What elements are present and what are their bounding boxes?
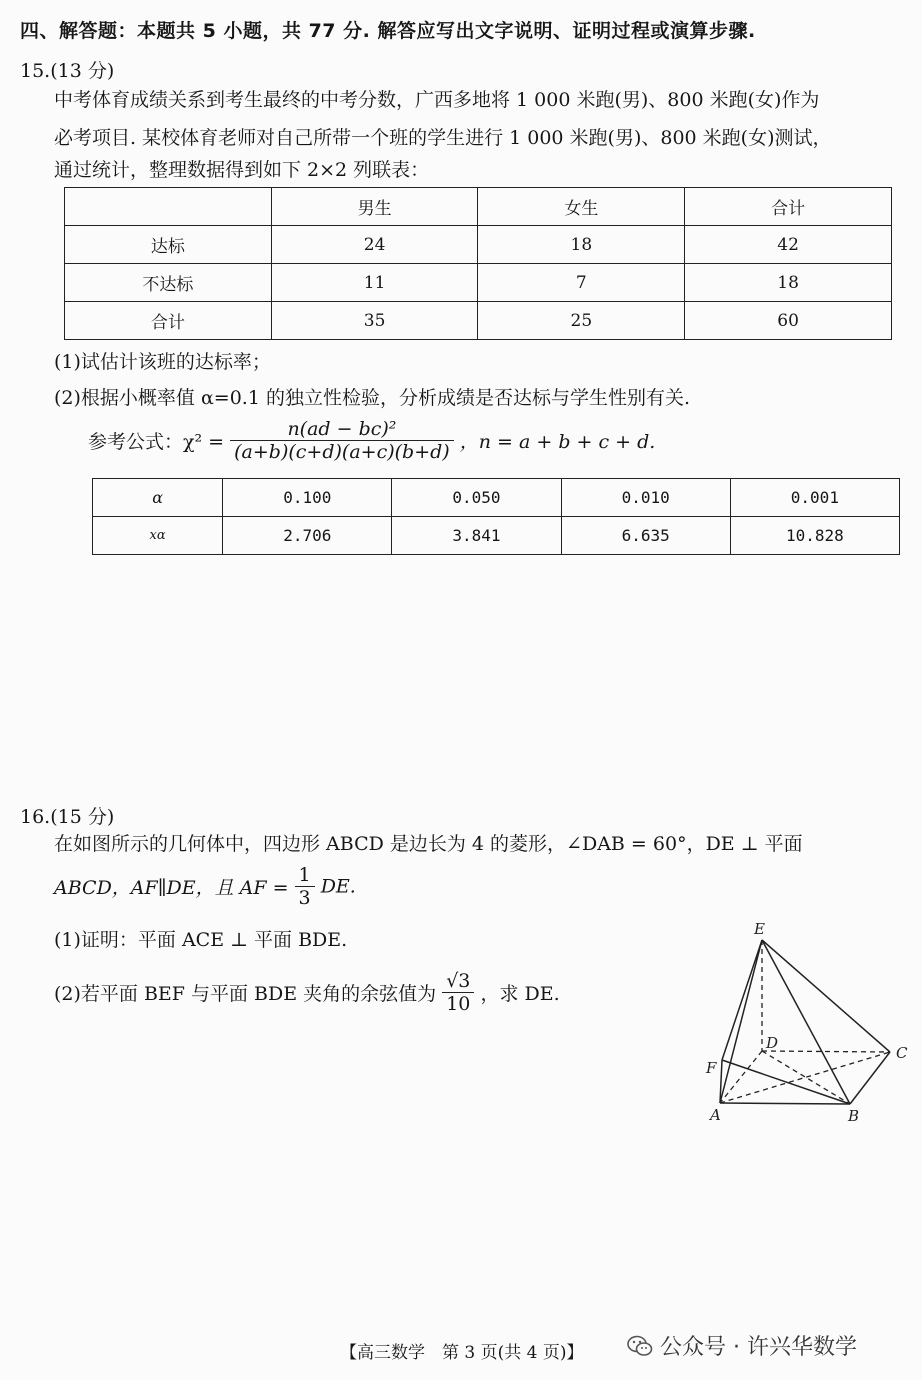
q15-sub2: (2)根据小概率值 α=0.1 的独立性检验，分析成绩是否达标与学生性别有关. [54,387,691,409]
edge-ab [720,1103,850,1104]
contingency-table [64,187,892,340]
table-header-row [65,188,892,226]
table-cell: 不达标 [65,264,272,302]
edge-fb [722,1060,850,1104]
table-cell: 6.635 [561,517,730,555]
table-cell: 合计 [685,188,892,226]
brand-text: 公众号 · 许兴华数学 [660,1335,857,1360]
table-cell: α [93,479,223,517]
table-cell: 男生 [271,188,478,226]
q15-line-2: 必考项目. 某校体育老师对自己所带一个班的学生进行 1 000 米跑(男)、800 米跑(女)测试， [54,127,832,149]
table-cell: 24 [271,226,478,264]
label-a: A [710,1106,721,1124]
q16-line-2 [54,864,356,909]
fraction-numerator: √3 [446,970,471,992]
table-row [65,302,892,340]
edge-eb [762,940,850,1104]
edge-ec [762,940,890,1052]
q16-number: 16.(15 分) [20,806,115,828]
table-cell: 35 [271,302,478,340]
table-cell: xα [93,517,223,555]
table-cell: 达标 [65,226,272,264]
q16-sub1: (1)证明：平面 ACE ⊥ 平面 BDE. [54,929,348,951]
table-cell: 42 [685,226,892,264]
table-row [65,264,892,302]
edge-dc [762,1051,890,1052]
q15-number: 15.(13 分) [20,60,115,82]
table-cell: 10.828 [730,517,899,555]
table-cell: 0.050 [392,479,561,517]
edge-bc [850,1052,890,1104]
table-row [93,517,900,555]
q15-line-1: 中考体育成绩关系到考生最终的中考分数，广西多地将 1 000 米跑(男)、800 米跑(女)作为 [54,89,820,111]
q16-sub2-a: (2)若平面 BEF 与平面 BDE 夹角的余弦值为 [54,983,437,1005]
table-cell: 18 [478,226,685,264]
table-cell: 0.001 [730,479,899,517]
table-cell: 60 [685,302,892,340]
table-cell: 2.706 [223,517,392,555]
label-b: B [848,1107,860,1125]
label-f: F [706,1059,717,1077]
fraction-one-third [295,864,315,909]
table-cell: 11 [271,264,478,302]
table-cell: 女生 [478,188,685,226]
label-c: C [896,1044,908,1062]
label-e: E [754,920,765,938]
table-cell: 18 [685,264,892,302]
q15-sub1: (1)试估计该班的达标率； [54,351,271,373]
formula-suffix: ，n = a + b + c + d. [459,431,656,453]
table-cell: 7 [478,264,685,302]
geometry-figure [690,918,915,1128]
formula-fraction [230,418,454,463]
table-cell: 0.100 [223,479,392,517]
q16-line-2-b: DE. [320,875,356,898]
edge-ac [720,1052,890,1103]
q16-sub2-b: ，求 DE. [480,983,560,1005]
page-footer: 【高三数学 第 3 页(共 4 页)】 [340,1343,584,1363]
formula-numerator: n(ad − bc)² [287,418,397,440]
critical-value-table [92,478,900,555]
q16-line-2-a: ABCD，AF∥DE，且 AF = [54,877,289,899]
section-header: 四、解答题：本题共 5 小题，共 77 分. 解答应写出文字说明、证明过程或演算步骤. [20,20,756,42]
wechat-icon [626,1332,654,1360]
table-cell: 25 [478,302,685,340]
table-cell: 合计 [65,302,272,340]
formula-prefix: 参考公式：χ² = [88,431,225,453]
table-row [65,226,892,264]
q16-line-1: 在如图所示的几何体中，四边形 ABCD 是边长为 4 的菱形，∠DAB = 60°，DE ⊥ 平面 [54,833,803,855]
edge-ea [720,940,762,1103]
table-cell: 0.010 [561,479,730,517]
reference-formula [88,418,655,463]
fraction-denominator: 3 [295,886,315,909]
q16-sub2 [54,970,560,1015]
q15-line-3: 通过统计，整理数据得到如下 2×2 列联表： [54,159,430,181]
fraction-sqrt3-over-10 [442,970,474,1015]
fraction-numerator: 1 [298,864,311,886]
label-d: D [766,1034,779,1052]
edge-ef [722,940,762,1060]
table-cell: 3.841 [392,517,561,555]
table-row [93,479,900,517]
fraction-denominator: 10 [442,992,474,1015]
table-cell [65,188,272,226]
formula-denominator: (a+b)(c+d)(a+c)(b+d) [230,440,454,463]
